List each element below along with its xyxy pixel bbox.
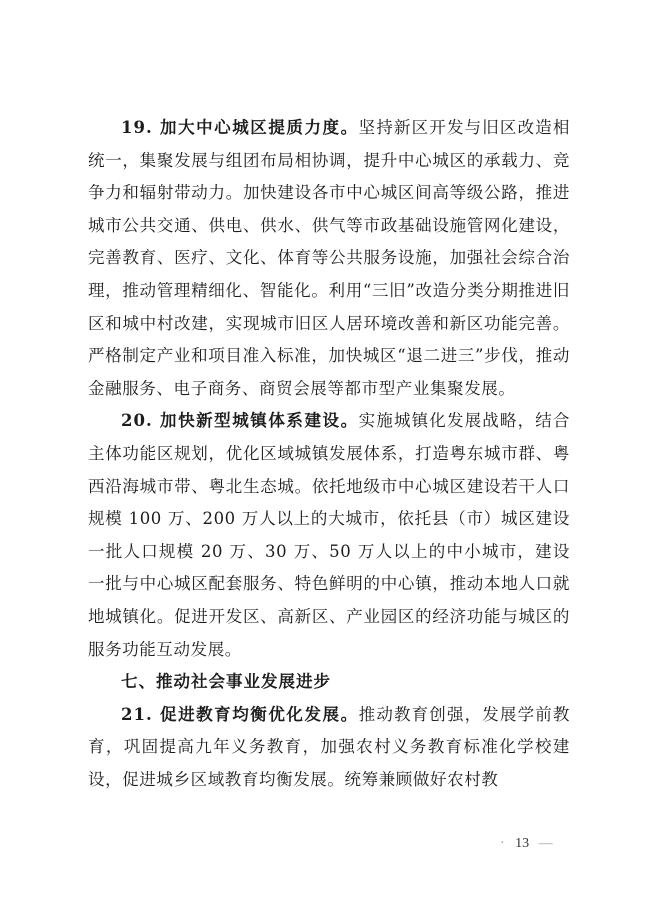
section-heading: 七、推动社会事业发展进步 (121, 672, 331, 692)
footer-right-mark: — (538, 836, 554, 851)
paragraph-19-text: 坚持新区开发与旧区改造相统一，集聚发展与组团布局相协调，提升中心城区的承载力、竞争力和辐射带动力。加快建设各市中心城区间高等级公路，推进城市公共交通、供电、供水、供气等市政基础设施管网化建设，完善教育、医疗、文化、体育等公共服务设施，加强社会综合治理，推动管理精细化、智能化。利用“三旧”改造分类分期推进旧区和城中村改建，实现城市旧区人居环境改善和新区功能完善。严格制定产业和项目准入标准，加快城区“退二进三”步伐，推动金融服务、电子商务、商贸会展等都市型产业集聚发展。 (88, 118, 570, 398)
paragraph-21-text: 推动教育创强，发展学前教育，巩固提高九年义务教育，加强农村义务教育标准化学校建设，促进城乡区域教育均衡发展。统筹兼顾做好农村教 (88, 704, 570, 789)
paragraph-21 (88, 699, 570, 797)
paragraph-20 (88, 405, 570, 666)
page-footer (500, 836, 554, 852)
page-number: 13 (515, 836, 530, 851)
paragraph-19 (88, 112, 570, 405)
document-body (88, 112, 570, 796)
paragraph-20-lead: 20. 加快新型城镇体系建设。 (121, 411, 359, 431)
paragraph-20-text: 实施城镇化发展战略，结合主体功能区规划，优化区域城镇发展体系，打造粤东城市群、粤西沿海城市带、粤北生态城。依托地级市中心城区建设若干人口规模 100 万、200 万人以上的大城市，依托县（市）城区建设一批人口规模 20 万、30 万、50 万人以上的中小城市，建设一批与中心城区配套服务、特色鲜明的中心镇，推动本地人口就地城镇化。促进开发区、高新区、产业园区的经济功能与城区的服务功能互动发展。 (88, 411, 570, 659)
paragraph-19-lead: 19. 加大中心城区提质力度。 (121, 118, 359, 137)
footer-left-mark: · (500, 836, 506, 851)
paragraph-21-lead: 21. 促进教育均衡优化发展。 (121, 704, 359, 724)
